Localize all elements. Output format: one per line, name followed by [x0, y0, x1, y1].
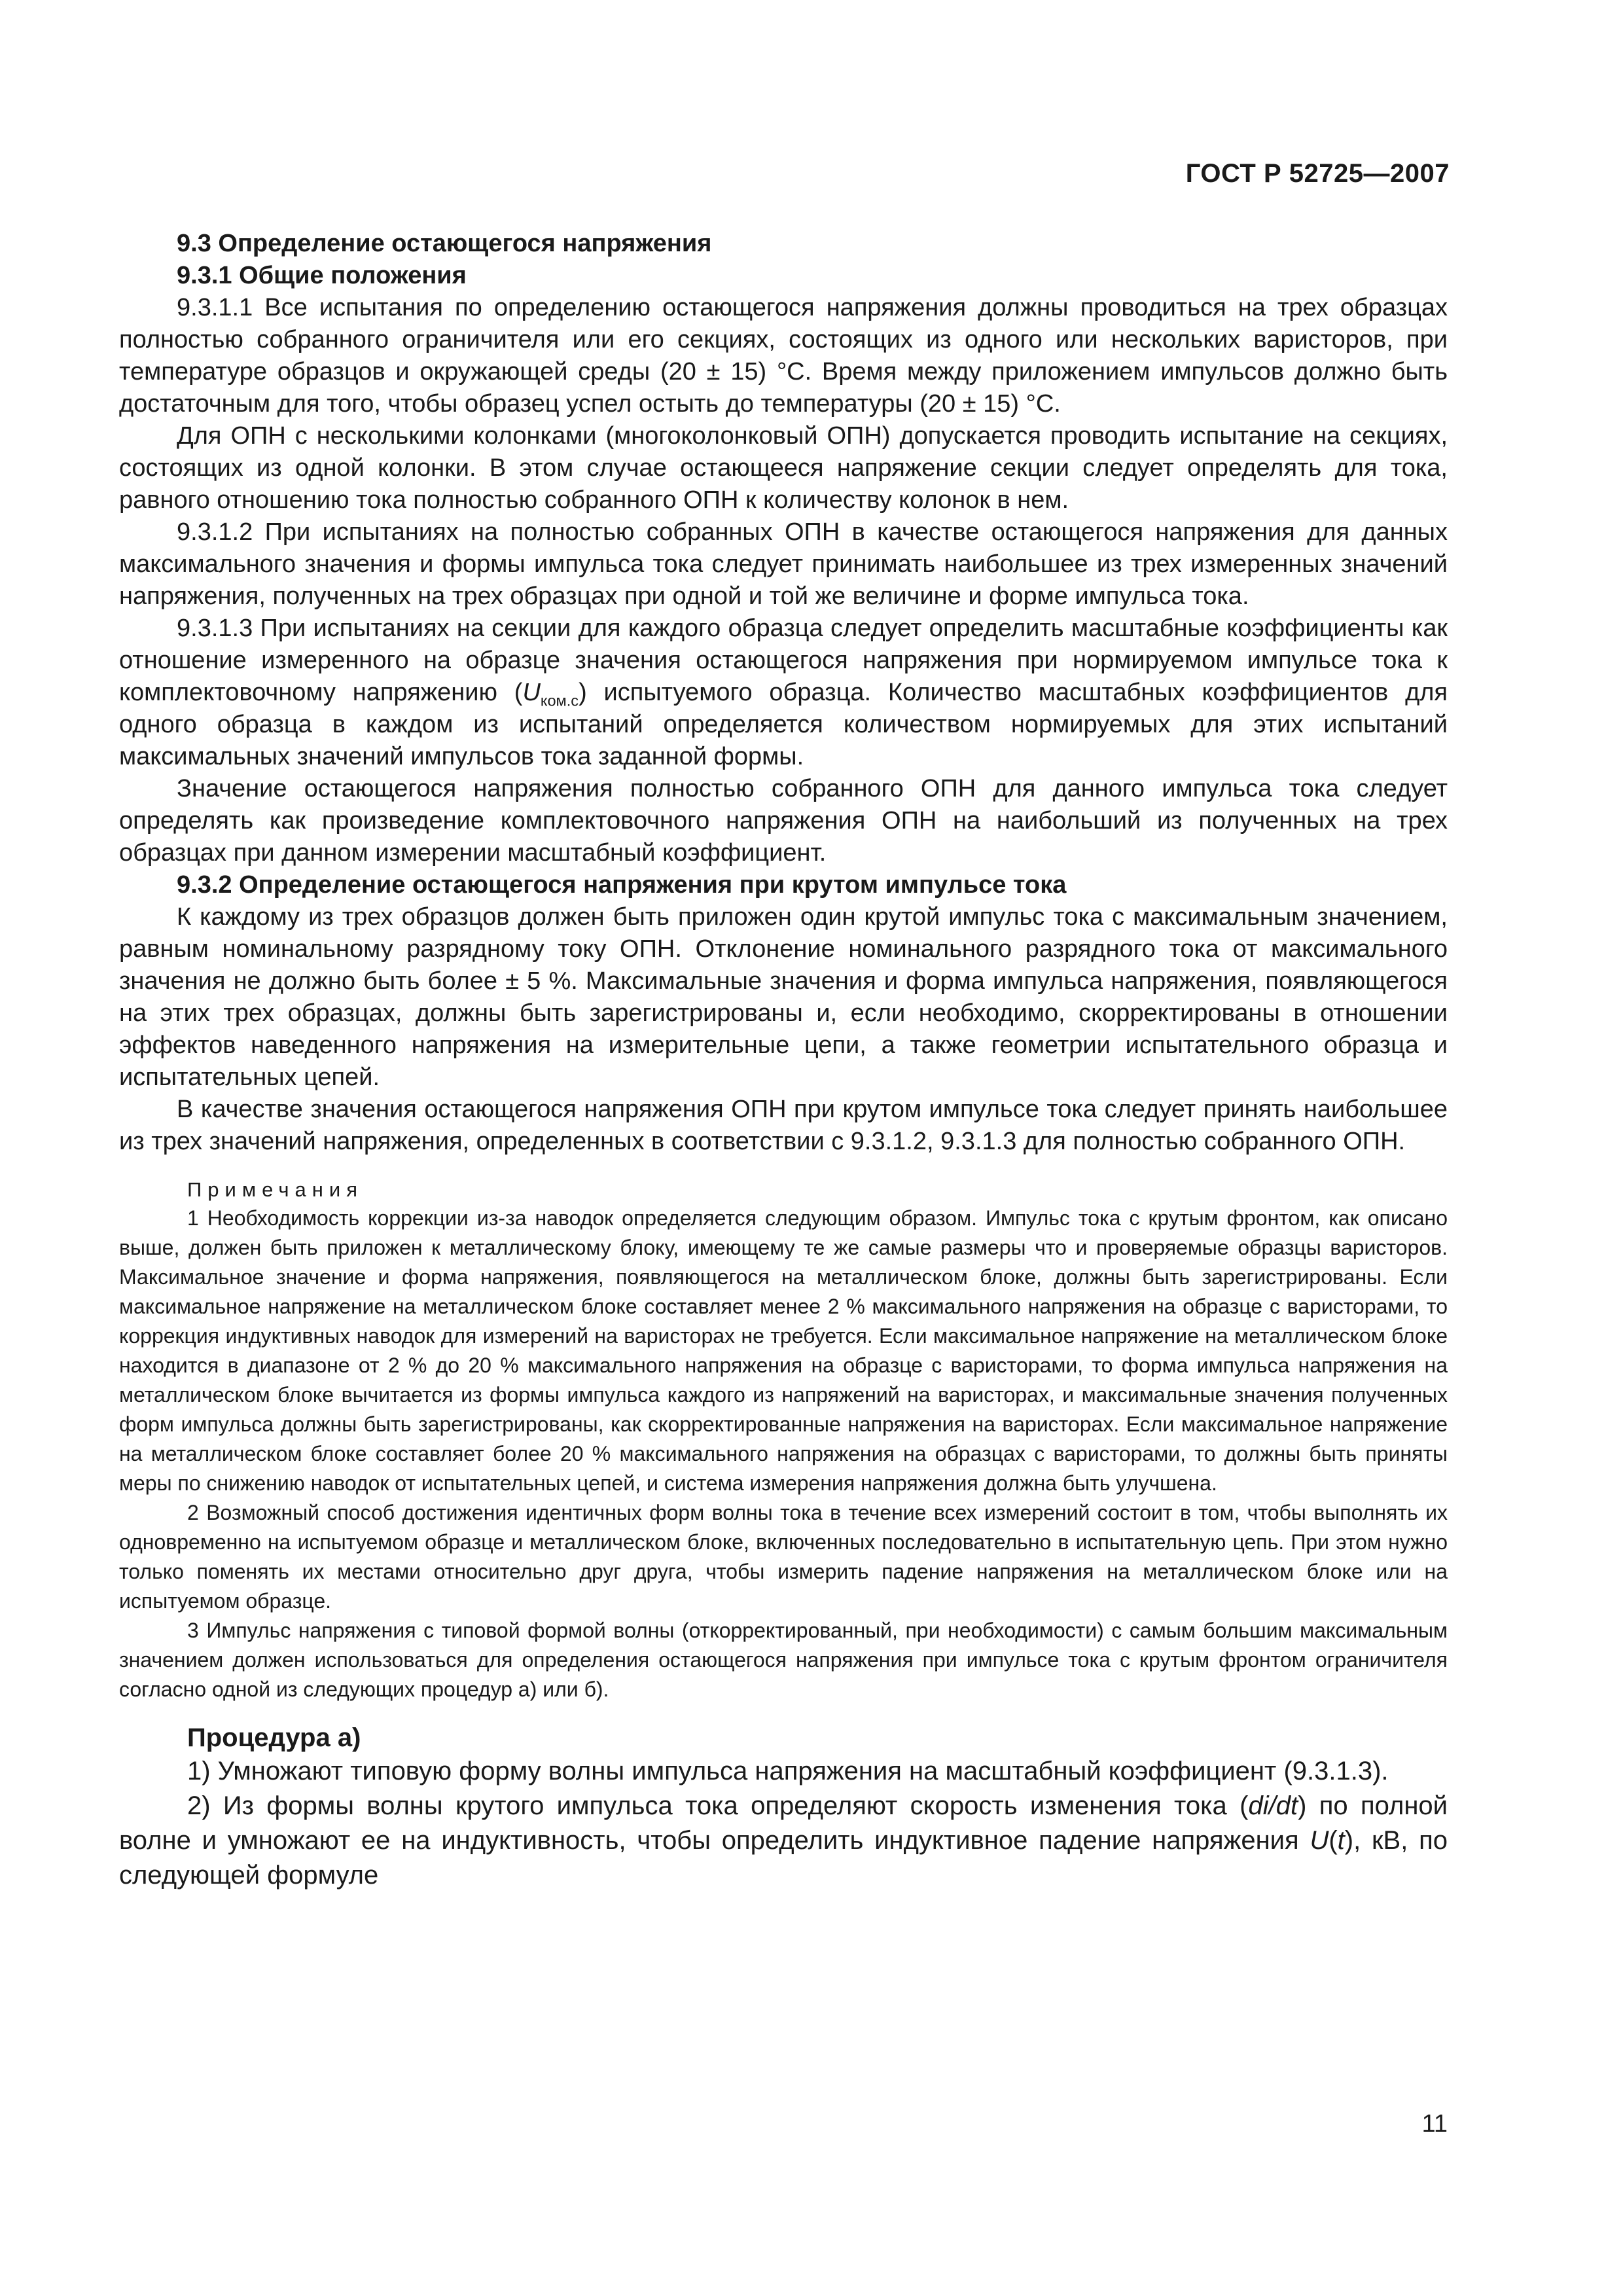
note-2: 2 Возможный способ достижения идентичных форм волны тока в течение всех измерений состоит в том, чтобы выполнять их одновременно на испытуемом образце и металлическом блоке, включенных последовательно в испытательную цепь. При этом нужно только поменять их местами относительно друг друга, чтобы измерить падение напряжения на металлическом блоке или на испытуемом образце. — [119, 1501, 1448, 1613]
paragraph-9-3-1-1: 9.3.1.1 Все испытания по определению остающегося напряжения должны проводиться на трех образцах полностью собранного ограничителя или его секциях, состоящих из одного или нескольких варисторов, при температуре образцов и окружающей среды (20 ± 15) °С. Время между приложением импульсов должно быть достаточным для того, чтобы образец успел остыть до температуры (20 ± 15) °С. — [119, 294, 1448, 418]
paragraph-multicolumn: Для ОПН с несколькими колонками (многоколонковый ОПН) допускается проводить испытание на секциях, состоящих из одной колонки. В этом случае остающееся напряжение секции следует определять для тока, равного отношению тока полностью собранного ОПН к количеству колонок в нем. — [119, 422, 1448, 514]
page-number: 11 — [1421, 2110, 1448, 2138]
paragraph-9-3-1-3-text-a: 9.3.1.3 При испытаниях на секции для каждого образца следует определить масштабные коэффициенты как отношение измеренного на образце значения остающегося напряжения при нормируемом импульсе тока к комплектовочному напряжению ( — [119, 615, 1448, 706]
paren-open: ( — [1329, 1826, 1338, 1855]
item-2-text-c: ), кВ, по следующей формуле — [119, 1826, 1448, 1890]
u-symbol: U — [522, 679, 541, 706]
paragraph-9-3-2-a: К каждому из трех образцов должен быть приложен один крутой импульс тока с максимальным значением, равным номинальному разрядному току ОПН. Отклонение номинального разрядного тока от максимального значения не должно быть более ± 5 %. Максимальные значения и форма импульса напряжения, появляющегося на этих трех образцах, должны быть зарегистрированы и, если необходимо, скорректированы в отношении эффектов наведенного напряжения на измерительные цепи, а также геометрии испытательного образца и испытательных цепей. — [119, 903, 1448, 1091]
procedure-a-heading: Процедура а) — [187, 1723, 361, 1752]
didt-symbol: di/dt — [1248, 1791, 1298, 1820]
section-heading-9-3-2: 9.3.2 Определение остающегося напряжения при крутом импульсе тока — [177, 871, 1067, 899]
item-2-text-a: 2) Из формы волны крутого импульса тока определяют скорость изменения тока ( — [187, 1791, 1249, 1820]
document-header: ГОСТ Р 52725—2007 — [1185, 159, 1450, 188]
t-symbol: t — [1337, 1826, 1345, 1855]
note-1: 1 Необходимость коррекции из-за наводок определяется следующим образом. Импульс тока с крутым фронтом, как описано выше, должен быть приложен к металлическому блоку, имеющему те же самые размеры что и проверяемые образцы варисторов. Максимальное значение и форма напряжения, появляющегося на металлическом блоке, должны быть зарегистрированы. Если максимальное напряжение на металлическом блоке составляет менее 2 % максимального напряжения на образце с варисторами, то коррекция индуктивных наводок для измерений на варисторах не требуется. Если максимальное напряжение на металлическом блоке находится в диапазоне от 2 % до 20 % максимального напряжения на образце с варисторами, то форма импульса напряжения на металлическом блоке вычитается из формы импульса каждого из напряжений на варисторах, и максимальные значения полученных форм импульса должны быть зарегистрированы, как скорректированные напряжения на варисторах. Если максимальное напряжение на металлическом блоке составляет более 20 % максимального напряжения на образцах с варисторами, то должны быть приняты меры по снижению наводок от испытательных цепей, и система измерения напряжения должна быть улучшена. — [119, 1206, 1448, 1495]
note-3: 3 Импульс напряжения с типовой формой волны (откорректированный, при необходимости) с самым большим максимальным значением должен использоваться для определения остающегося напряжения при импульсе тока с крутым фронтом ограничителя согласно одной из следующих процедур а) или б). — [119, 1619, 1448, 1701]
paragraph-9-3-1-3-text-b: ) испытуемого образца. Количество масштабных коэффициентов для одного образца в каждом из испытаний определяется количеством нормируемых для этих испытаний максимальных значений импульсов тока заданной формы. — [119, 679, 1448, 770]
u-subscript: ком.с — [540, 692, 579, 709]
notes-title: Примечания — [187, 1178, 363, 1201]
item-2-text-b: ) по полной волне и умножают ее на индуктивность, чтобы определить индуктивное падение напряжения — [119, 1791, 1448, 1855]
u-t-symbol: U — [1310, 1826, 1329, 1855]
paragraph-9-3-1-2: 9.3.1.2 При испытаниях на полностью собранных ОПН в качестве остающегося напряжения для данных максимального значения и формы импульса тока следует принимать наибольшее из трех измеренных значений напряжения, полученных на трех образцах при одной и той же величине и форме импульса тока. — [119, 518, 1448, 610]
paragraph-residual-value: Значение остающегося напряжения полностью собранного ОПН для данного импульса тока следует определять как произведение комплектовочного напряжения ОПН на наибольший из полученных на трех образцах при данном измерении масштабный коэффициент. — [119, 775, 1448, 867]
procedure-a-item-1: 1) Умножают типовую форму волны импульса напряжения на масштабный коэффициент (9.3.1.3). — [187, 1757, 1389, 1785]
notes-block — [119, 1176, 1448, 1704]
procedure-a-item-2 — [119, 1789, 1448, 1893]
section-heading-9-3: 9.3 Определение остающегося напряжения — [177, 230, 712, 257]
paragraph-9-3-2-b: В качестве значения остающегося напряжения ОПН при крутом импульсе тока следует принять наибольшее из трех значений напряжения, определенных в соответствии с 9.3.1.2, 9.3.1.3 для полностью собранного ОПН. — [119, 1096, 1448, 1155]
section-heading-9-3-1: 9.3.1 Общие положения — [177, 262, 467, 289]
paragraph-9-3-1-3 — [119, 613, 1448, 773]
page-content — [119, 228, 1448, 1893]
